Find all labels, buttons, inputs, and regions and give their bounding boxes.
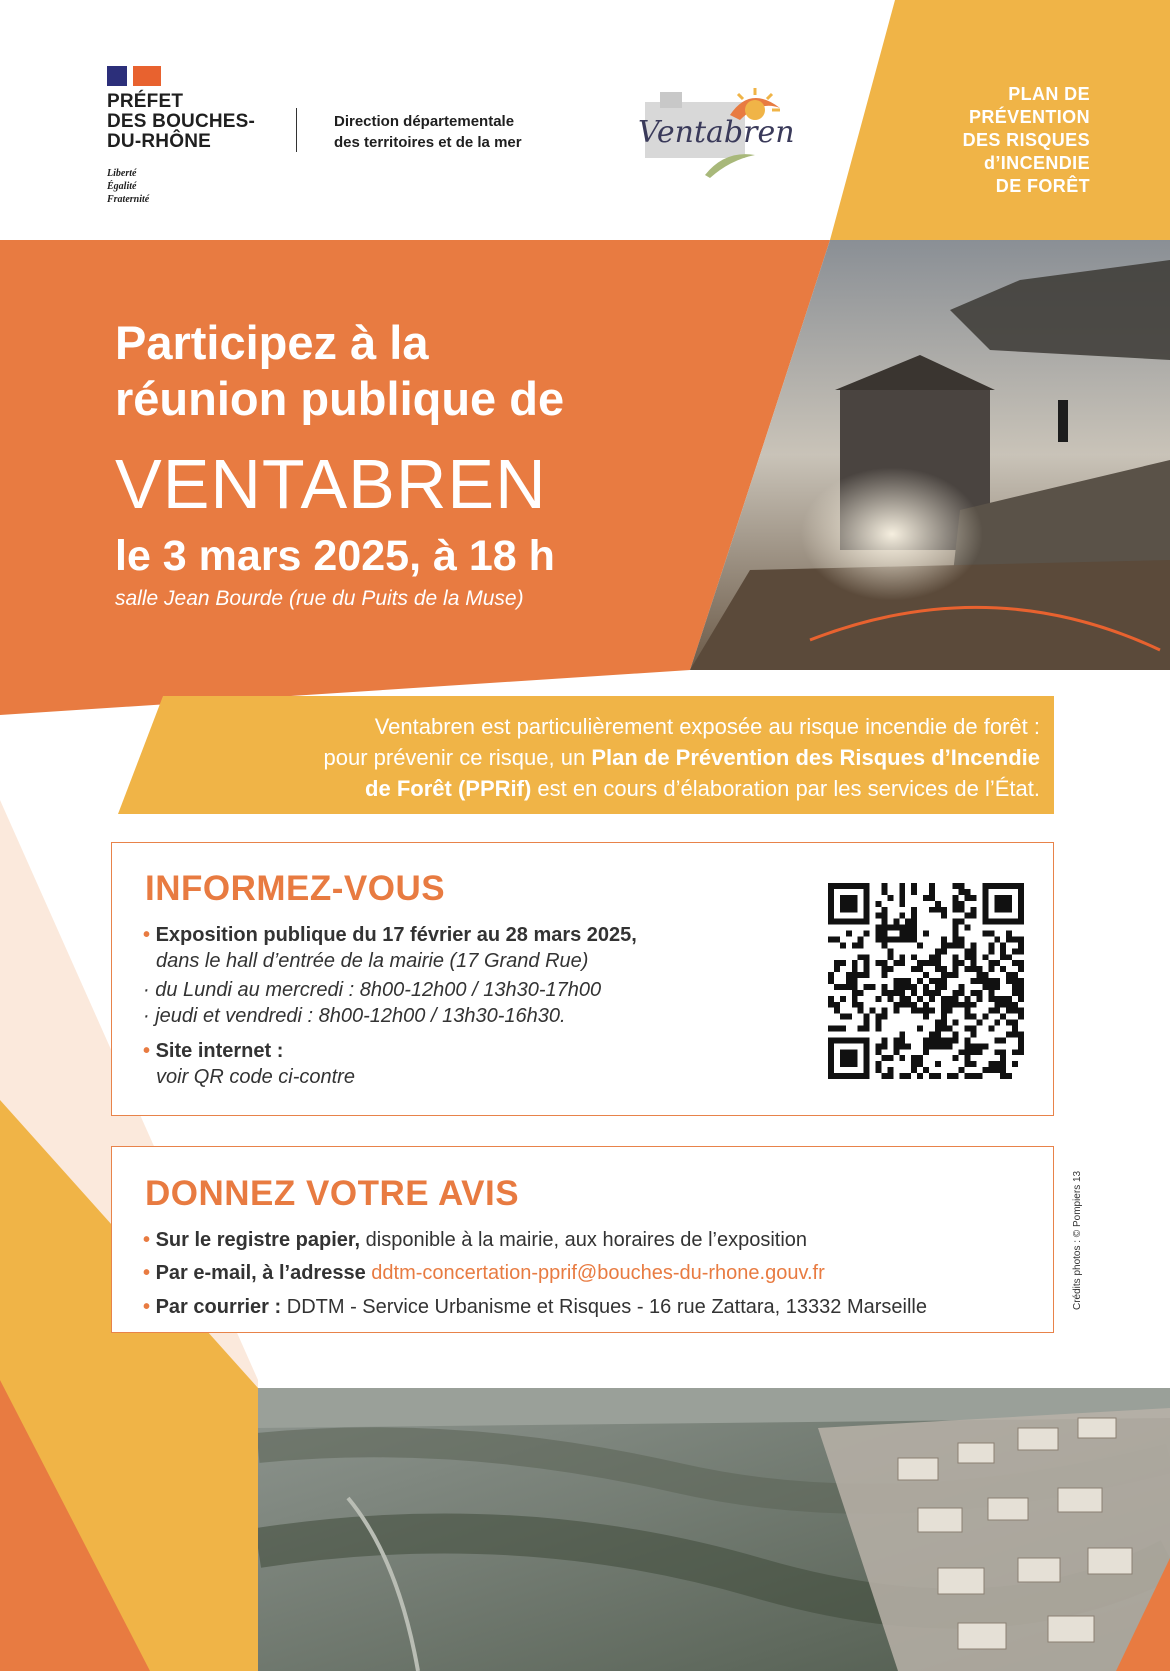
hero-town-name: VENTABREN: [115, 445, 547, 523]
ventabren-logo-text: Ventabren: [638, 115, 795, 150]
courrier-item: • Par courrier : DDTM - Service Urbanisme et Risques - 16 rue Zattara, 13332 Marseille: [143, 1296, 927, 1318]
expo-item: • Exposition publique du 17 février au 28 mars 2025,: [143, 924, 637, 946]
ventabren-logo: [630, 80, 805, 180]
republic-motto: Liberté Égalité Fraternité: [107, 168, 150, 205]
firefighter-photo: [690, 240, 1170, 670]
hero-date: le 3 mars 2025, à 18 h: [115, 532, 555, 580]
hours-mon-wed: · du Lundi au mercredi : 8h00-12h00 / 13h30-17h00: [143, 979, 602, 1001]
expo-place: dans le hall d’entrée de la mairie (17 Grand Rue): [156, 950, 589, 972]
avis-title: DONNEZ VOTRE AVIS: [145, 1174, 520, 1213]
hero-venue: salle Jean Bourde (rue du Puits de la Muse): [115, 587, 524, 610]
hours-thu-fri: · jeudi et vendredi : 8h00-12h00 / 13h30-16h30.: [143, 1005, 566, 1027]
site-note: voir QR code ci-contre: [156, 1066, 355, 1088]
photo-credits: Crédits photos : © Pompiers 13: [1072, 1170, 1083, 1310]
site-item: • Site internet :: [143, 1040, 284, 1062]
informez-title: INFORMEZ-VOUS: [145, 869, 446, 908]
hero-title: Participez à la réunion publique de: [115, 316, 565, 425]
aerial-photo: [258, 1388, 1170, 1671]
email-item: • Par e-mail, à l’adresse ddtm-concertation-pprif@bouches-du-rhone.gouv.fr: [143, 1262, 825, 1284]
header-separator: [296, 108, 297, 152]
risk-banner: Ventabren est particulièrement exposée au risque incendie de forêt : pour prévenir ce risque, un Plan de Prévention des Risques d’Incendie de Forêt (PPRif) est en cours d’élaboration par les services de l’État.: [323, 714, 1040, 801]
ddtm-name: Direction départementale des territoires et de la mer: [334, 113, 522, 151]
registre-item: • Sur le registre papier, disponible à la mairie, aux horaires de l’exposition: [143, 1229, 808, 1251]
marianne-logo: [107, 66, 161, 86]
pprif-title: PLAN DE PRÉVENTION DES RISQUES d’INCENDIE DE FORÊT: [962, 84, 1090, 196]
prefet-name: PRÉFET DES BOUCHES- DU-RHÔNE: [107, 91, 256, 152]
email-link[interactable]: ddtm-concertation-pprif@bouches-du-rhone.gouv.fr: [371, 1262, 825, 1284]
qr-code[interactable]: [828, 883, 1024, 1079]
